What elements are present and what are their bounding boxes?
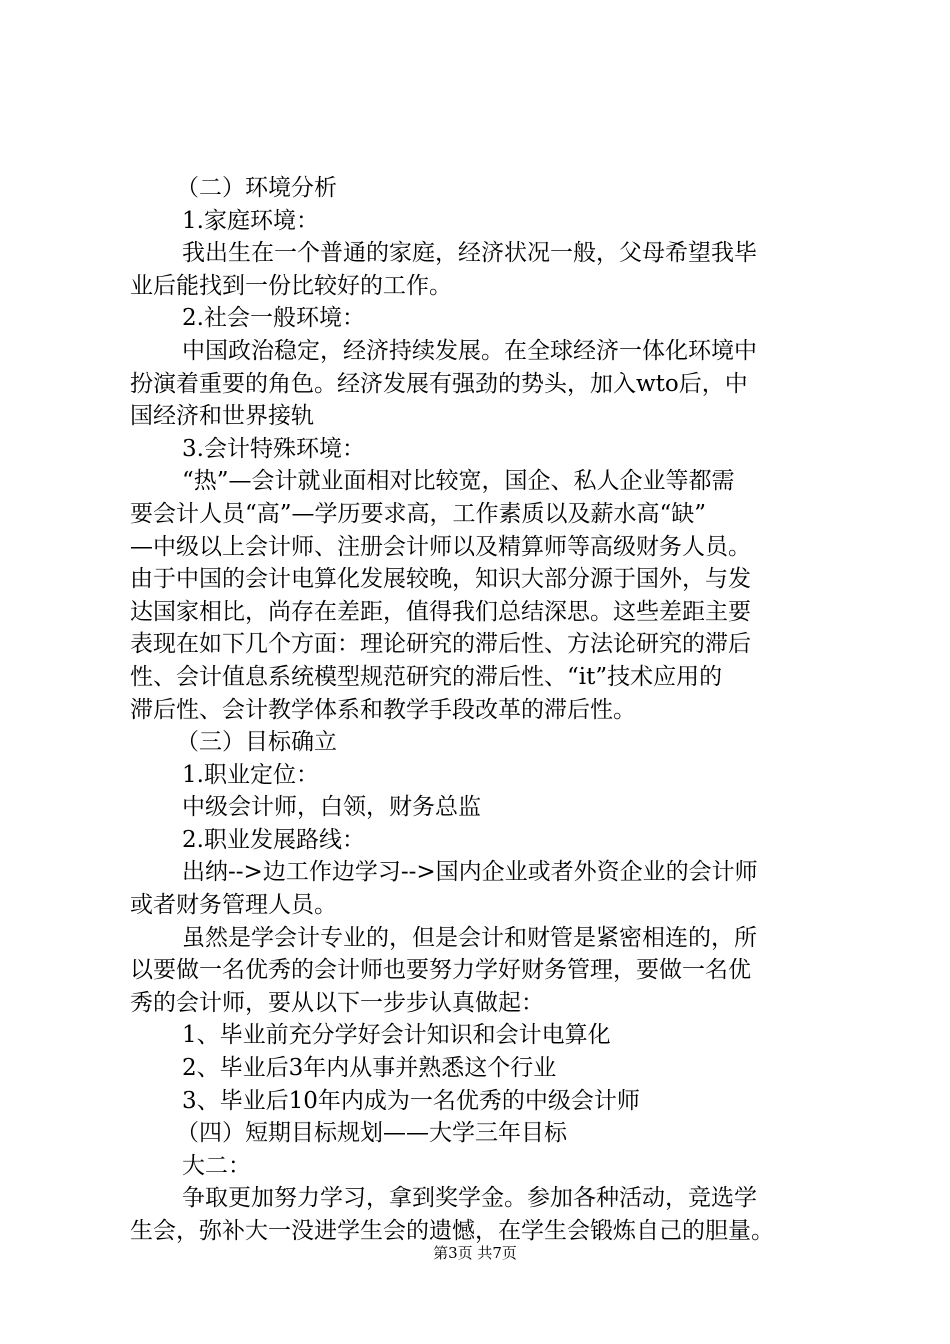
text-line: 由于中国的会计电算化发展较晚，知识大部分源于国外，与发 (130, 566, 751, 593)
text-line: 达国家相比，尚存在差距，值得我们总结深思。这些差距主要 (130, 598, 751, 625)
text-line: 2、毕业后3年内从事并熟悉这个行业 (182, 1055, 557, 1082)
text-line: 2.社会一般环境： (182, 305, 365, 332)
text-line: 中级会计师，白领，财务总监 (182, 794, 481, 821)
text-line: 大二： (182, 1152, 251, 1179)
text-line: —中级以上会计师、注册会计师以及精算师等高级财务人员。 (130, 533, 751, 560)
text-line: 1.职业定位： (182, 761, 319, 788)
text-line: 虽然是学会计专业的，但是会计和财管是紧密相连的，所 (182, 924, 757, 951)
text-line: 扮演着重要的角色。经济发展有强劲的势头，加入wto后，中 (130, 370, 748, 397)
text-line: 性、会计值息系统模型规范研究的滞后性、“it”技术应用的 (130, 663, 723, 690)
page-number-label: 第3页 共7页 (433, 1244, 517, 1262)
text-line: （四）短期目标规划——大学三年目标 (176, 1120, 567, 1147)
text-line: 国经济和世界接轨 (130, 403, 314, 430)
text-line: 3、毕业后10年内成为一名优秀的中级会计师 (182, 1087, 640, 1114)
text-line: （三）目标确立 (176, 729, 337, 756)
text-line: 要会计人员“高”—学历要求高，工作素质以及薪水高“缺” (130, 500, 707, 527)
text-line: 1.家庭环境： (182, 207, 319, 234)
text-line: 中国政治稳定，经济持续发展。在全球经济一体化环境中 (182, 337, 757, 364)
page-footer (0, 1243, 950, 1263)
text-line: 1、毕业前充分学好会计知识和会计电算化 (182, 1022, 611, 1049)
text-line: 以要做一名优秀的会计师也要努力学好财务管理，要做一名优 (130, 957, 751, 984)
document-body (130, 172, 840, 1248)
text-line: 滞后性、会计教学体系和教学手段改革的滞后性。 (130, 696, 636, 723)
text-line: 出纳-->边工作边学习-->国内企业或者外资企业的会计师 (182, 859, 758, 886)
text-line: 秀的会计师，要从以下一步步认真做起： (130, 989, 544, 1016)
text-line: 3.会计特殊环境： (182, 435, 365, 462)
text-line: 我出生在一个普通的家庭，经济状况一般，父母希望我毕 (182, 240, 757, 267)
text-line: 2.职业发展路线： (182, 826, 365, 853)
text-line: 业后能找到一份比较好的工作。 (130, 272, 452, 299)
text-line: （二）环境分析 (176, 175, 337, 201)
text-line: 生会，弥补大一没进学生会的遗憾，在学生会锻炼自己的胆量。 (130, 1218, 774, 1244)
text-line: 表现在如下几个方面：理论研究的滞后性、方法论研究的滞后 (130, 631, 751, 658)
text-line: 或者财务管理人员。 (130, 892, 337, 919)
text-line: 争取更加努力学习，拿到奖学金。参加各种活动，竞选学 (182, 1185, 757, 1212)
text-line: “热”—会计就业面相对比较宽，国企、私人企业等都需 (182, 468, 735, 495)
